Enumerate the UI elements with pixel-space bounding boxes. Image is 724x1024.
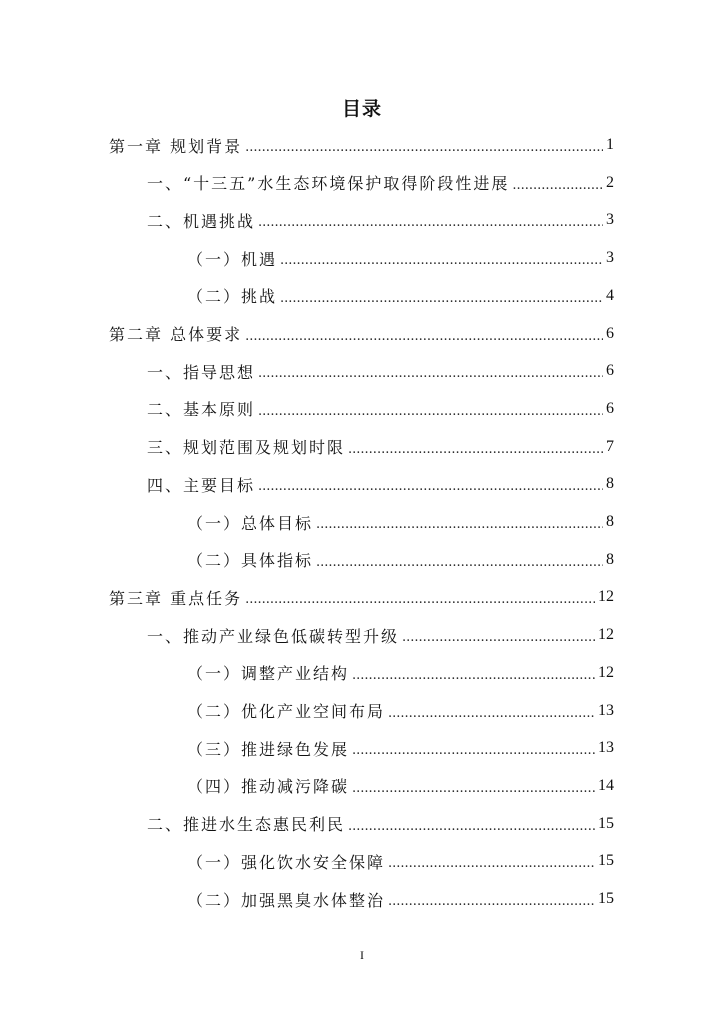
toc-entry-page: 6 [606,362,614,380]
toc-entry-page: 6 [606,399,614,417]
toc-dot-leader [388,703,595,725]
toc-dot-leader [245,137,603,159]
toc-entry[interactable] [187,508,614,536]
toc-entry-label: 第一章 规划背景 [109,136,243,156]
toc-dot-leader [388,891,595,913]
toc-entry-page: 8 [606,513,614,530]
toc-entry[interactable] [147,169,614,197]
toc-entry-label: （四）推动减污降碳 [187,777,350,797]
toc-dot-leader [352,665,595,687]
toc-entry[interactable] [187,734,614,762]
toc-dot-leader [258,212,603,234]
toc-entry[interactable] [109,583,614,611]
toc-entry-page: 8 [606,550,614,568]
toc-entry-page: 4 [606,286,614,304]
toc-dot-leader [280,288,603,310]
toc-entry-label: 一、“十三五”水生态环境保护取得阶段性进展 [147,174,510,194]
toc-entry[interactable] [147,206,614,234]
toc-entry[interactable] [187,282,614,310]
toc-entry[interactable] [187,885,614,913]
toc-dot-leader [258,363,603,385]
toc-entry-page: 3 [606,249,614,267]
toc-entry-page: 2 [606,173,614,191]
toc-entry[interactable] [109,320,614,348]
toc-entry-label: （一）强化饮水安全保障 [187,852,386,872]
toc-entry-page: 6 [606,324,614,342]
toc-dot-leader [245,589,595,611]
toc-entry[interactable] [109,131,614,159]
toc-entry-label: （二）优化产业空间布局 [187,702,386,721]
toc-entry-page: 13 [598,739,614,757]
toc-entry[interactable] [147,621,614,649]
toc-dot-leader [258,476,603,498]
toc-dot-leader [348,439,603,461]
toc-entry-label: （三）推进绿色发展 [187,739,350,759]
toc-entry-label: 一、推动产业绿色低碳转型升级 [147,626,400,646]
toc-entry-page: 15 [598,890,614,907]
toc-dot-leader [352,740,595,762]
toc-dot-leader [388,853,595,875]
toc-entry[interactable] [147,810,614,838]
toc-entry-page: 12 [598,626,614,644]
toc-entry-label: （一）总体目标 [187,513,314,533]
toc-entry[interactable] [147,357,614,385]
toc-entry-page: 15 [598,814,614,832]
toc-entry[interactable] [147,395,614,423]
toc-entry-label: 第三章 重点任务 [109,588,243,608]
toc-entry-label: 三、规划范围及规划时限 [147,438,346,458]
toc-entry[interactable] [187,697,614,725]
toc-dot-leader [280,250,603,272]
toc-dot-leader [245,326,603,348]
toc-entry-page: 14 [598,776,614,794]
toc-dot-leader [258,401,603,423]
toc-entry-page: 8 [606,475,614,493]
toc-entry-label: 四、主要目标 [147,475,256,495]
toc-entry[interactable] [147,433,614,461]
toc-entry[interactable] [187,772,614,800]
toc-entry[interactable] [187,659,614,687]
toc-entry-label: 二、基本原则 [147,400,256,420]
toc-entry[interactable] [187,244,614,272]
page-number: I [360,948,364,962]
toc-entry-page: 12 [598,663,614,681]
toc-entry-label: （二）具体指标 [187,551,314,571]
toc-entry-page: 1 [606,136,614,153]
toc-entry-label: 第二章 总体要求 [109,325,243,344]
toc-dot-leader [348,816,595,838]
toc-entry-label: 二、机遇挑战 [147,211,256,231]
toc-entry-page: 7 [606,437,614,455]
toc-entry[interactable] [187,847,614,875]
toc-entry-label: 一、指导思想 [147,362,256,382]
toc-entry[interactable] [147,470,614,498]
toc-dot-leader [402,627,595,649]
toc-dot-leader [316,514,603,536]
toc-entry-page: 15 [598,852,614,870]
toc-dot-leader [512,175,603,197]
toc-entry[interactable] [187,546,614,574]
toc-title: 目录 [341,98,382,120]
toc-entry-page: 3 [606,211,614,229]
toc-entry-label: 二、推进水生态惠民利民 [147,815,346,835]
toc-dot-leader [316,552,603,574]
toc-entry-page: 13 [598,701,614,719]
toc-entry-label: （二）加强黑臭水体整治 [187,890,386,910]
toc-entry-label: （一）机遇 [187,249,278,269]
toc-entry-page: 12 [598,588,614,606]
toc-entry-label: （二）挑战 [187,287,278,307]
toc-entry-label: （一）调整产业结构 [187,664,350,684]
toc-dot-leader [352,778,595,800]
